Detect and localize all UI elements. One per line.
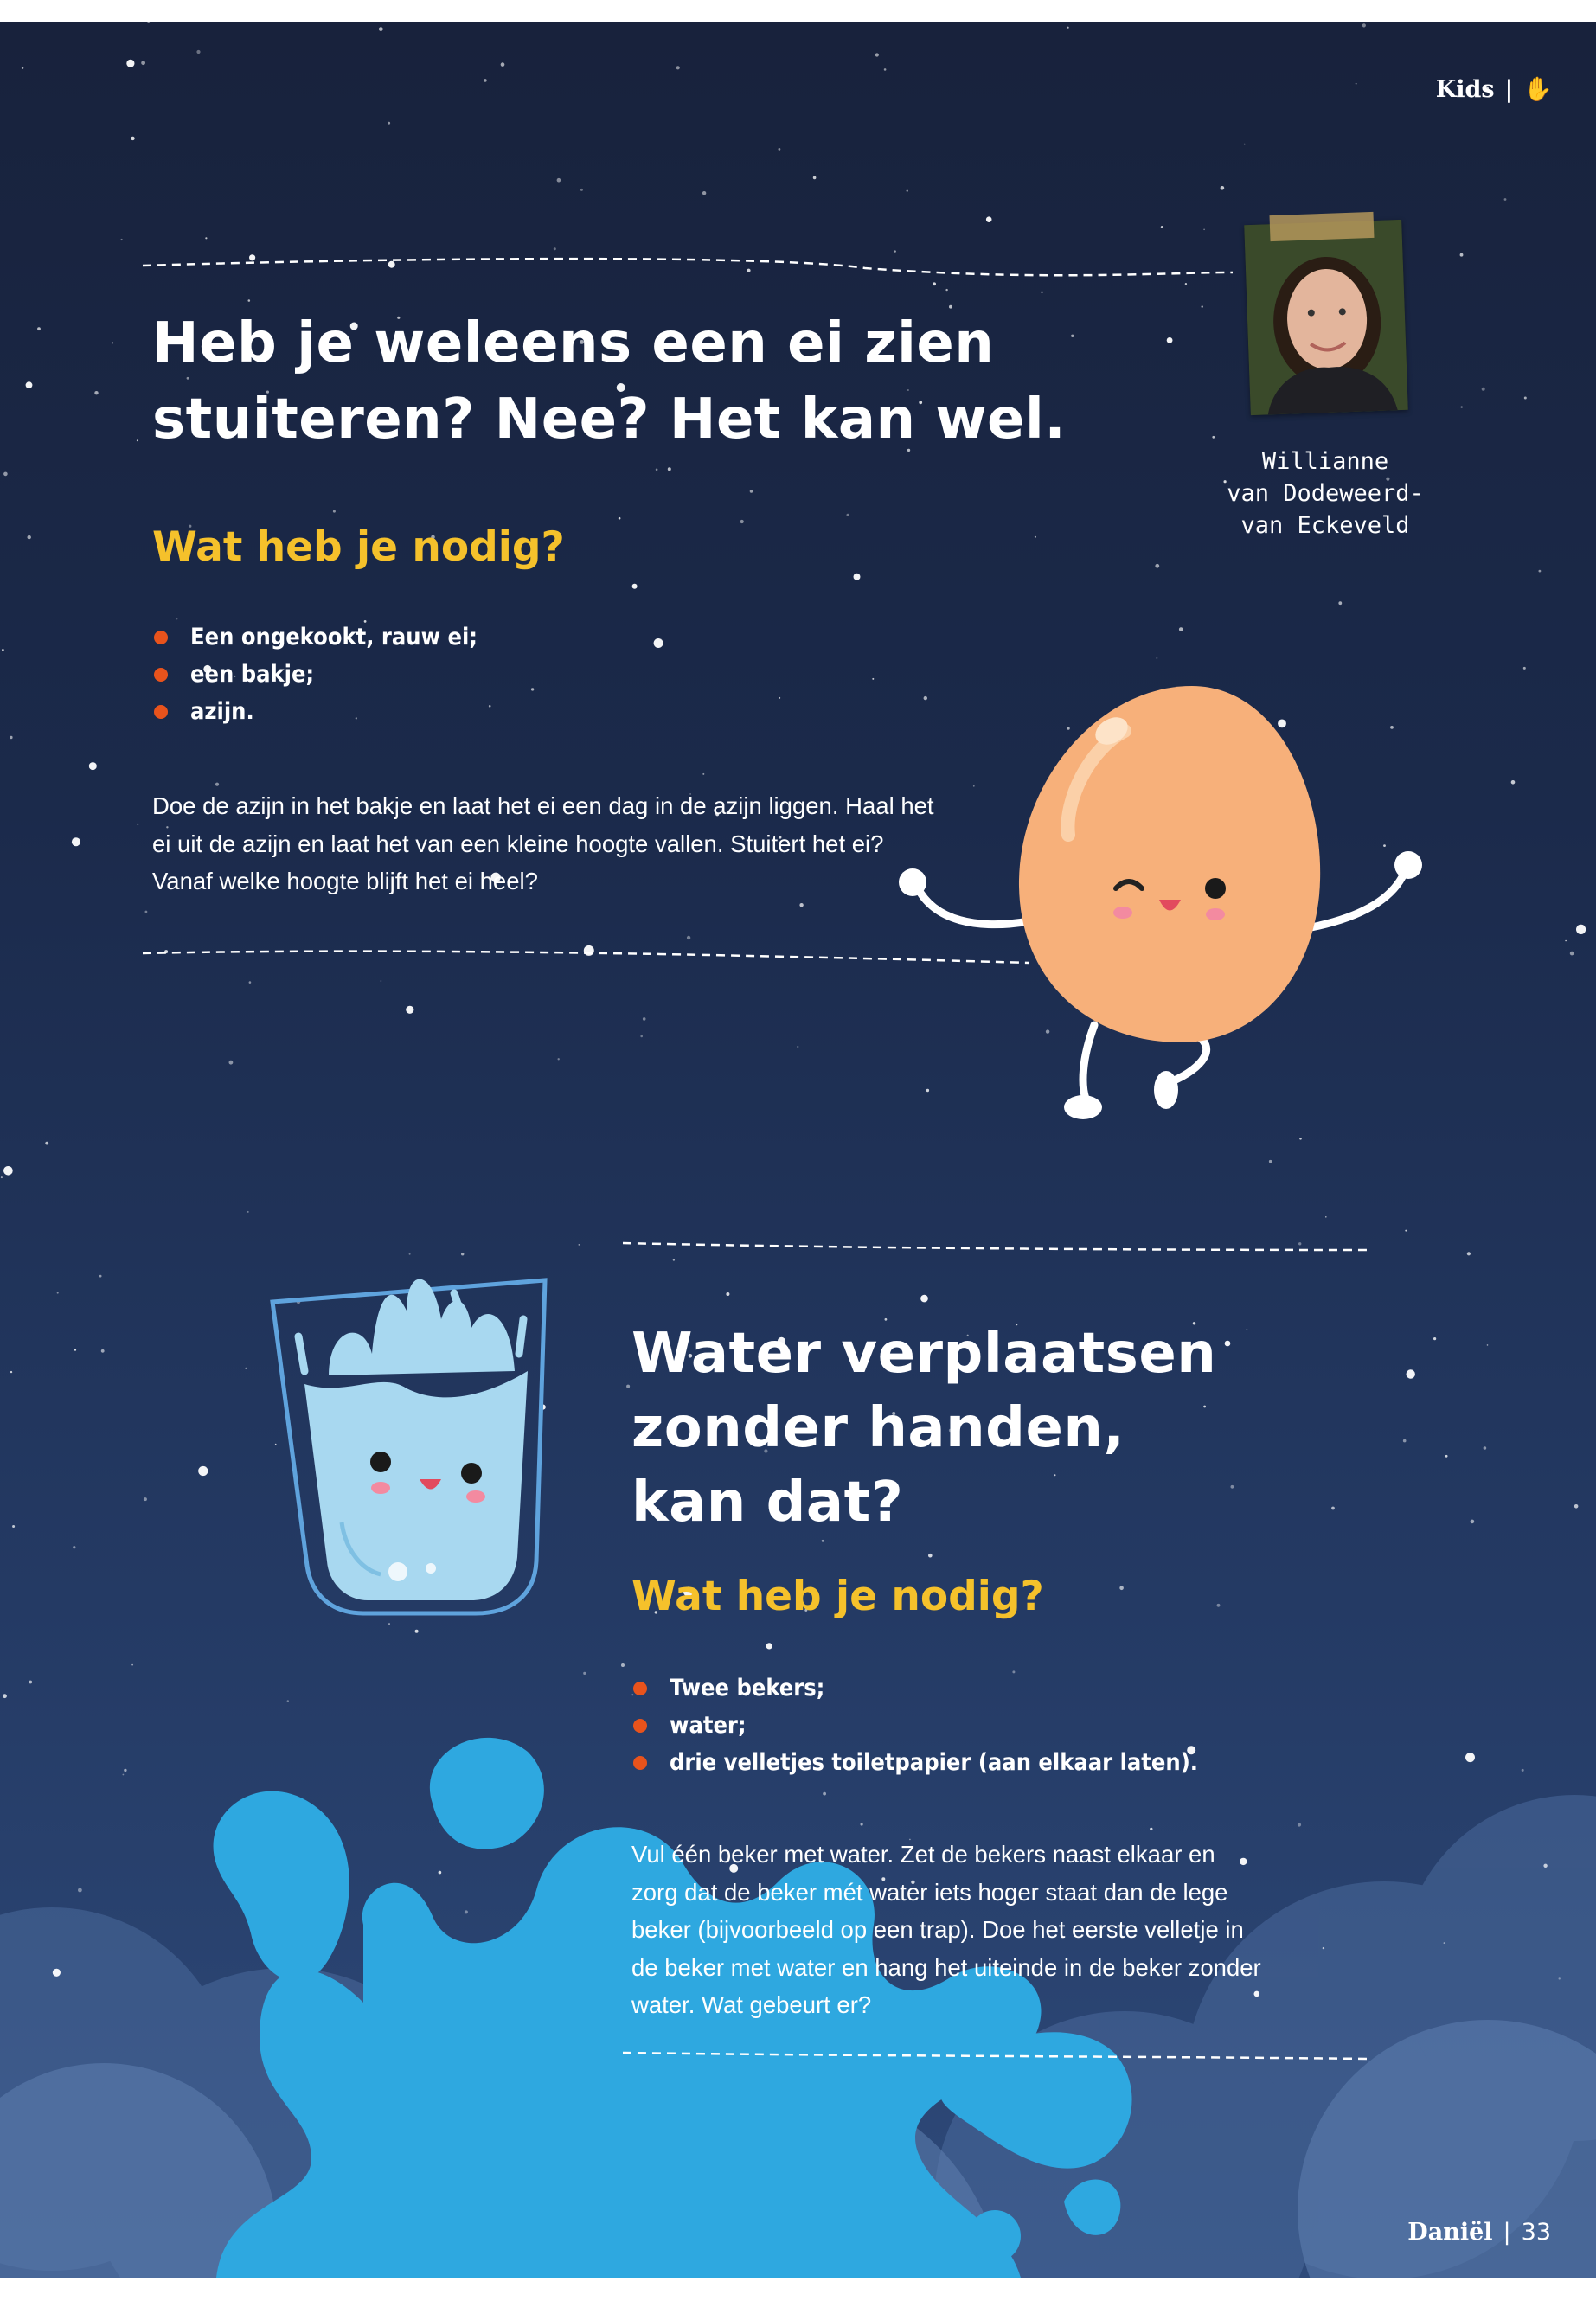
author-name xyxy=(1195,445,1455,542)
bullet-dot xyxy=(154,668,168,682)
list-item-text: drie velletjes toiletpapier (aan elkaar laten). xyxy=(670,1749,1199,1776)
body-line: ei uit de azijn en laat het van een kleine hoogte vallen. Stuitert het ei? xyxy=(152,830,884,857)
list-item xyxy=(633,1744,1198,1781)
title-line: stuiteren? Nee? Het kan wel. xyxy=(152,388,1067,452)
bullet-dot xyxy=(633,1682,647,1695)
title-line: Water verplaatsen xyxy=(631,1322,1217,1386)
author-name-line: van Dodeweerd- xyxy=(1227,480,1424,507)
hand-icon: ✋ xyxy=(1523,76,1553,103)
section-label: Kids xyxy=(1435,76,1495,103)
list-item-text: water; xyxy=(670,1712,747,1739)
section2-title xyxy=(631,1317,1216,1540)
title-line: zonder handen, xyxy=(631,1396,1125,1460)
list-item xyxy=(154,619,478,656)
list-item xyxy=(154,693,478,730)
body-line: beker (bijvoorbeeld op een trap). Doe het eerste velletje in xyxy=(631,1916,1244,1943)
list-item xyxy=(633,1670,1198,1707)
page-number: 33 xyxy=(1521,2219,1551,2246)
bullet-dot xyxy=(633,1756,647,1770)
list-item-text: azijn. xyxy=(190,698,254,725)
list-item-text: Een ongekookt, rauw ei; xyxy=(190,624,478,651)
bullet-dot xyxy=(633,1719,647,1733)
magazine-page xyxy=(0,22,1596,2278)
title-line: Heb je weleens een ei zien xyxy=(152,311,995,375)
author-photo xyxy=(1244,220,1408,415)
list-item xyxy=(633,1707,1198,1744)
body-line: zorg dat de beker mét water iets hoger staat dan de lege xyxy=(631,1878,1228,1906)
bullet-dot xyxy=(154,705,168,719)
section-header xyxy=(1436,75,1553,103)
footer-separator: | xyxy=(1503,2219,1511,2246)
section2-item-list xyxy=(633,1670,1198,1781)
author-name-line: van Eckeveld xyxy=(1240,512,1410,539)
body-line: water. Wat gebeurt er? xyxy=(631,1991,872,2018)
section2-subtitle: Wat heb je nodig? xyxy=(631,1573,1044,1620)
body-line: Doe de azijn in het bakje en laat het ei een dag in de azijn liggen. Haal het xyxy=(152,792,934,819)
section2-body xyxy=(631,1836,1261,2024)
section1-body xyxy=(152,787,934,901)
list-item xyxy=(154,656,478,693)
body-line: Vanaf welke hoogte blijft het ei heel? xyxy=(152,868,538,894)
body-line: Vul één beker met water. Zet de bekers naast elkaar en xyxy=(631,1841,1215,1868)
magazine-brand: Daniël xyxy=(1407,2219,1493,2246)
page-footer xyxy=(1407,2219,1551,2246)
section1-subtitle: Wat heb je nodig? xyxy=(152,523,565,571)
bullet-dot xyxy=(154,631,168,644)
author-name-line: Willianne xyxy=(1261,448,1389,475)
photo-tape xyxy=(1270,212,1375,241)
list-item-text: een bakje; xyxy=(190,661,315,688)
section1-item-list xyxy=(154,619,478,730)
section1-title xyxy=(152,305,1066,458)
list-item-text: Twee bekers; xyxy=(670,1675,825,1702)
title-line: kan dat? xyxy=(631,1471,904,1535)
body-line: de beker met water en hang het uiteinde in de beker zonder xyxy=(631,1953,1261,1981)
header-separator: | xyxy=(1504,76,1514,103)
